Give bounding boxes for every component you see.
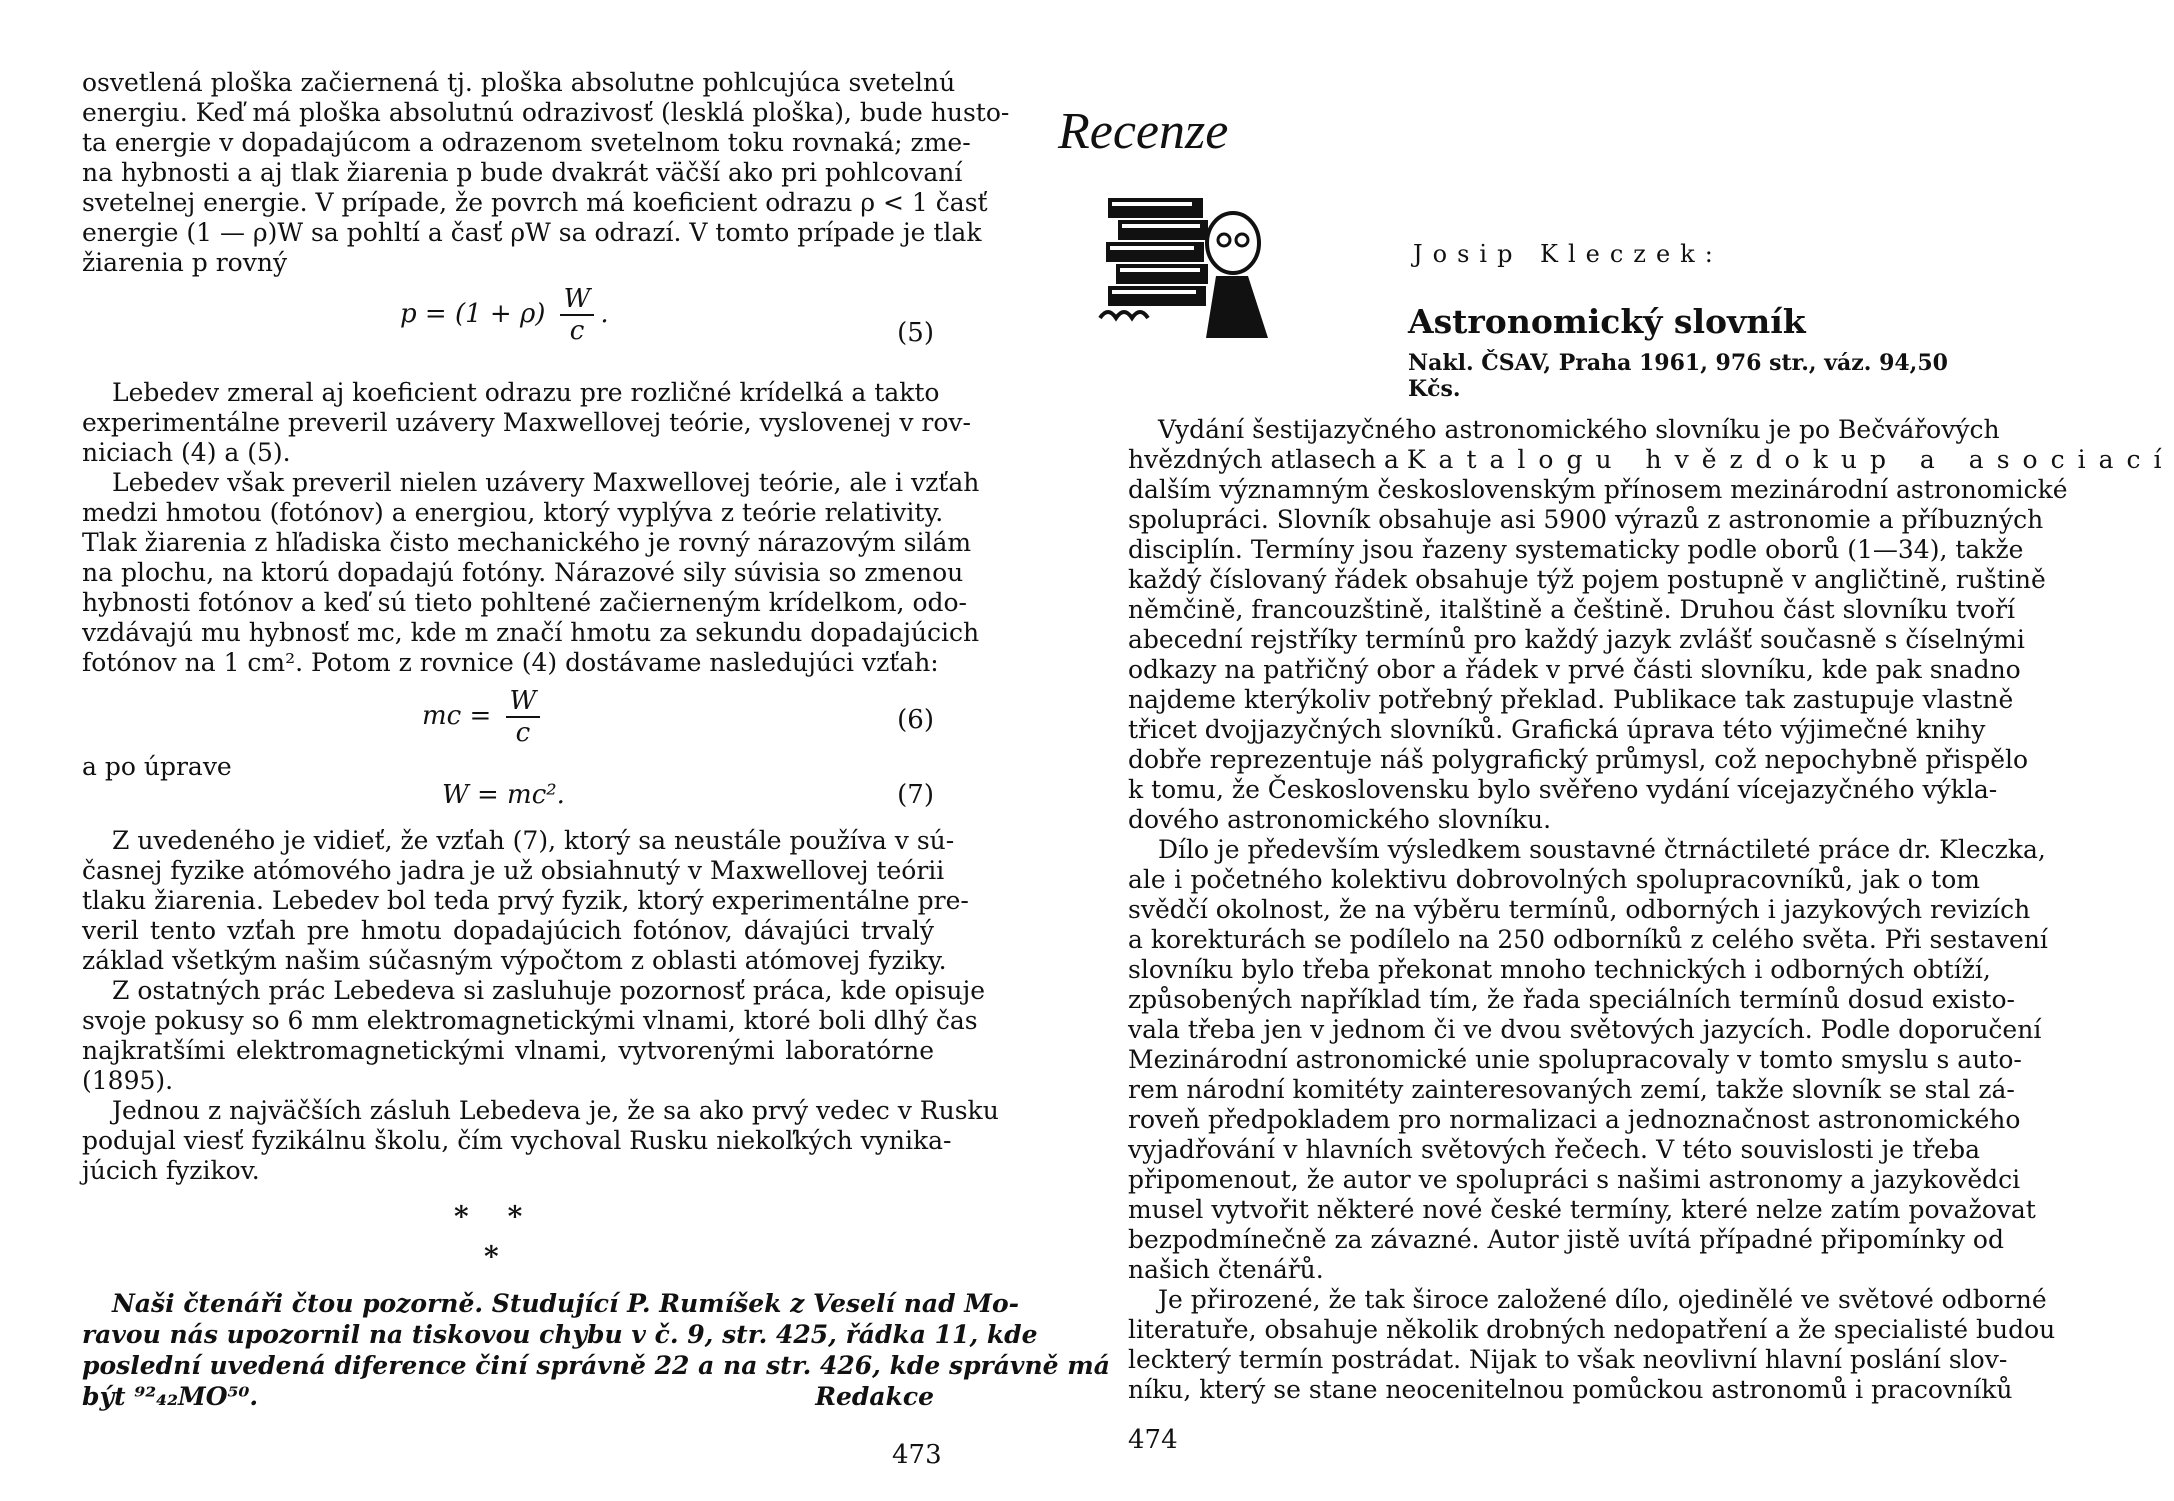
text-line: němčině, francouzštině, italštině a češtině. Druhou část slovníku tvoří [1128,595,2016,624]
text-line: fotónov na 1 cm². Potom z rovnice (4) dostávame nasledujúci vzťah: [82,648,939,677]
text-line: hybnosti fotónov a keď sú tieto pohltené začierneným krídelkom, odo- [82,588,967,617]
section-heading: Recenze [1058,103,1229,160]
publication-info: Nakl. ČSAV, Praha 1961, 976 str., váz. 94,50 Kčs. [1408,350,1948,402]
text-line: každý číslovaný řádek obsahuje týž pojem postupně v angličtině, ruštině [1128,565,2046,594]
eq6-denominator: c [515,718,531,748]
equation-5 [400,284,609,346]
text-line: způsobených například tím, že řada speciálních termínů dosud existo- [1128,985,2015,1014]
text-line: leckterý termín postrádat. Nijak to však neovlivní hlavní poslání slov- [1128,1345,2008,1374]
text-line: Lebedev však preveril nielen uzávery Maxwellovej teórie, ale i vzťah [112,468,980,497]
text-line: odkazy na patřičný obor a řádek v prvé části slovníku, kde pak snadno [1128,655,2021,684]
page-number: 474 [1128,1425,1178,1455]
reader-note-line: Naši čtenáři čtou pozorně. Studující P. Rumíšek z Veselí nad Mo- [112,1289,1020,1318]
text-line: niciach (4) a (5). [82,438,291,467]
text-line: vala třeba jen v jednom či ve dvou světových jazycích. Podle doporučení [1128,1015,2042,1044]
text-line: literatuře, obsahuje několik drobných nedopatření a že specialisté budou [1128,1315,2056,1344]
equation-7: W = mc². [442,780,565,810]
text-line: dobře reprezentuje náš polygrafický průmysl, což nepochybně přispělo [1128,745,2029,774]
eq5-tail: . [600,299,609,329]
text-line: časnej fyzike atómového jadra je už obsiahnutý v Maxwellovej teórii [82,856,945,885]
text-line: bezpodmínečně za závazné. Autor jistě uvítá případné připomínky od [1128,1225,2004,1254]
text-line: osvetlená ploška začiernená tj. ploška absolutne pohlcujúca svetelnú [82,68,956,97]
left-page [82,0,1110,1501]
text-line: k tomu, že Československu bylo svěřeno vydání vícejazyčného výkla- [1128,775,1998,804]
text-line: Lebedev zmeral aj koeficient odrazu pre rozličné krídelká a takto [112,378,940,407]
text-line: třicet dvojjazyčných slovníků. Grafická úprava této výjimečné knihy [1128,715,1986,744]
equation-7-label: (7) [897,780,934,810]
spaced-text-segment: Katalogu hvězdokup a asociací [1406,445,2174,474]
text-line: (1895). [82,1066,174,1095]
text-line: Dílo je především výsledkem soustavné čtrnáctileté práce dr. Kleczka, [1158,835,2046,864]
text-line: disciplín. Termíny jsou řazeny systematicky podle oborů (1—34), takže [1128,535,2024,564]
eq6-fraction [506,686,541,748]
right-page [1058,0,2174,1501]
text-line: ale i početného kolektivu dobrovolných spolupracovníků, jak o tom [1128,865,1980,894]
text-line: vyjadřování v hlavních světových řečech. V této souvislosti je třeba [1128,1135,1980,1164]
text-line: najdeme kterýkoliv potřebný překlad. Publikace tak zastupuje vlastně [1128,685,2014,714]
text-line: dového astronomického slovníku. [1128,805,1552,834]
eq5-denominator: c [569,316,585,346]
equation-6 [422,686,546,748]
text-line: rem národní komitéty zainteresovaných zemí, takže slovník se stal zá- [1128,1075,2015,1104]
text-line: Vydání šestijazyčného astronomického slovníku je po Bečvářových [1158,415,2000,444]
review-author: Josip Kleczek: [1413,240,1723,268]
text-line [1128,445,2174,475]
text-line: júcich fyzikov. [82,1156,260,1185]
text-line: ta energie v dopadajúcom a odrazenom svetelnom toku rovnaká; zme- [82,128,971,157]
text-line: spolupráci. Slovník obsahuje asi 5900 výrazů z astronomie a příbuzných [1128,505,2044,534]
separator-stars: * * [454,1200,523,1233]
eq6-lhs: mc = [422,701,492,731]
eq6-numerator: W [506,686,541,718]
text-line: na hybnosti a aj tlak žiarenia p bude dvakrát väčší ako pri pohlcovaní [82,158,963,187]
text-line: Tlak žiarenia z hľadiska čisto mechanického je rovný nárazovým silám [82,528,972,557]
text-line: svetelnej energie. V prípade, že povrch má koeficient odrazu ρ < 1 časť [82,188,988,217]
separator-star: * [484,1240,499,1273]
text-line: slovníku bylo třeba překonat mnoho technických i odborných obtíží, [1128,955,1991,984]
text-line: musel vytvořit některé nové české termíny, které nelze zatím považovat [1128,1195,2036,1224]
text-line: experimentálne preveril uzávery Maxwellovej teórie, vyslovenej v rov- [82,408,971,437]
text-line: připomenout, že autor ve spolupráci s našimi astronomy a jazykovědci [1128,1165,2021,1194]
reader-note-line: ravou nás upozornil na tiskovou chybu v č. 9, str. 425, řádka 11, kde [82,1320,1038,1349]
text-line: Je přirozené, že tak široce založené dílo, ojedinělé ve světové odborné [1158,1285,2047,1314]
book-title: Astronomický slovník [1408,302,1806,341]
text-line: Jednou z najväčších zásluh Lebedeva je, že sa ako prvý vedec v Rusku [112,1096,999,1125]
text-line: základ všetkým našim súčasným výpočtom z oblasti atómovej fyziky. [82,946,947,975]
text-line: energie (1 — ρ)W sa pohltí a časť ρW sa odrazí. V tomto prípade je tlak [82,218,982,247]
equation-5-label: (5) [897,318,934,348]
text-line: žiarenia p rovný [82,248,288,277]
text-line: na plochu, na ktorú dopadajú fotóny. Nárazové sily súvisia so zmenou [82,558,964,587]
text-line: medzi hmotou (fotónov) a energiou, ktorý vyplýva z teórie relativity. [82,498,944,527]
page-number: 473 [892,1440,942,1470]
text-line: a po úprave [82,752,232,781]
equation-6-label: (6) [897,705,934,735]
text-line: níku, který se stane neocenitelnou pomůckou astronomů i pracovníků [1128,1375,2013,1404]
text-line: našich čtenářů. [1128,1255,1324,1284]
text-line: najkratšími elektromagnetickými vlnami, vytvorenými laboratórne [82,1036,934,1065]
reader-note-line: být ⁹²₄₂MO⁵⁰. [82,1382,259,1411]
text-line: svoje pokusy so 6 mm elektromagnetickými vlnami, ktoré boli dlhý čas [82,1006,978,1035]
text-line: Mezinárodní astronomické unie spolupracovaly v tomto smyslu s auto- [1128,1045,2022,1074]
text-line: svědčí okolnost, že na výběru termínů, odborných i jazykových revizích [1128,895,2031,924]
text-line: Z uvedeného je vidieť, že vzťah (7), ktorý sa neustále používa v sú- [112,826,955,855]
eq5-fraction [560,284,595,346]
text-line: a korekturách se podílelo na 250 odborníků z celého světa. Při sestavení [1128,925,2048,954]
text-line: abecední rejstříky termínů pro každý jazyk zvlášť současně s číselnými [1128,625,2025,654]
books-reader-icon [1098,188,1278,348]
text-line: veril tento vzťah pre hmotu dopadajúcich fotónov, dávajúci trvalý [82,916,934,945]
text-line: tlaku žiarenia. Lebedev bol teda prvý fyzik, ktorý experimentálne pre- [82,886,969,915]
eq5-numerator: W [560,284,595,316]
reader-note-line: poslední uvedená diference činí správně 22 a na str. 426, kde správně má [82,1351,1110,1380]
text-line: dalším významným československým přínosem mezinárodní astronomické [1128,475,2068,504]
text-line: podujal viesť fyzikálnu školu, čím vychoval Rusku niekoľkých vynika- [82,1126,952,1155]
note-signature: Redakce [815,1382,934,1411]
text-line: roveň předpokladem pro normalizaci a jednoznačnost astronomického [1128,1105,2021,1134]
text-segment: hvězdných atlasech a [1128,445,1399,474]
text-line: energiu. Keď má ploška absolutnú odrazivosť (lesklá ploška), bude husto- [82,98,1010,127]
text-line: Z ostatných prác Lebedeva si zasluhuje pozornosť práca, kde opisuje [112,976,985,1005]
eq5-lhs: p = (1 + ρ) [400,299,546,329]
text-line: vzdávajú mu hybnosť mc, kde m značí hmotu za sekundu dopadajúcich [82,618,980,647]
